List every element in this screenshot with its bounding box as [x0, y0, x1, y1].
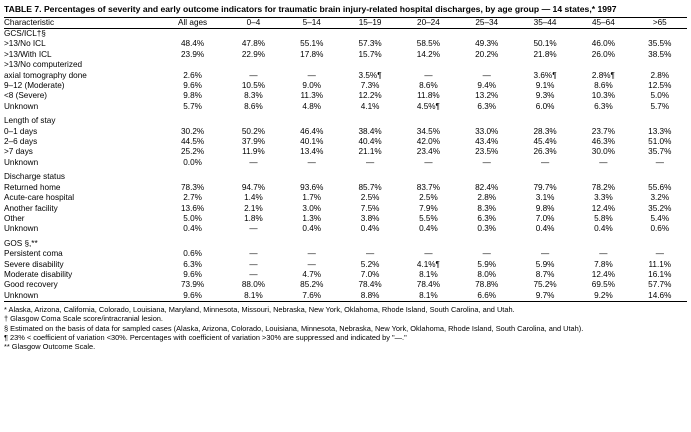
cell-value: 50.2%: [241, 126, 266, 136]
cell-value: 55.1%: [300, 39, 324, 49]
row-label: axial tomography done: [4, 70, 87, 80]
cell-value: 14.2%: [416, 49, 441, 59]
cell-value: 4.5%¶: [416, 101, 440, 111]
cell-value: 30.2%: [180, 126, 205, 136]
cell-value: 26.3%: [533, 147, 557, 157]
cell-value: 3.1%: [535, 193, 555, 203]
cell-value: [283, 60, 341, 70]
row-label: Persistent coma: [4, 249, 63, 259]
cell-value: 5.4%: [650, 213, 670, 223]
table-header-row: [4, 17, 687, 28]
cell-value: —: [249, 70, 258, 80]
cell-value: [516, 172, 574, 182]
row-label: Good recovery: [4, 280, 58, 290]
table-group-row: [4, 116, 687, 126]
row-label: Moderate disability: [4, 269, 73, 279]
cell-value: 5.9%: [477, 259, 497, 269]
cell-value: 6.6%: [458, 291, 516, 302]
cell-value: 9.0%: [302, 81, 322, 91]
cell-value: [224, 239, 282, 249]
cell-value: [224, 60, 282, 70]
cell-value: 9.3%: [535, 91, 555, 101]
cell-value: [341, 239, 399, 249]
cell-value: 13.3%: [648, 126, 672, 136]
cell-value: —: [424, 157, 433, 167]
cell-value: [633, 29, 687, 40]
cell-value: 5.7%: [183, 101, 202, 111]
cell-value: [516, 116, 574, 126]
cell-value: 2.1%: [244, 203, 263, 213]
cell-value: [224, 29, 282, 40]
cell-value: 2.8%: [477, 193, 497, 203]
cell-value: 4.7%: [302, 269, 322, 279]
table-row: [4, 81, 687, 91]
table-row: [4, 204, 687, 214]
cell-value: 11.9%: [242, 147, 265, 157]
cell-value: 8.3%: [477, 203, 497, 213]
cell-value: [341, 172, 399, 182]
cell-value: 0.6%: [183, 249, 202, 259]
cell-value: 7.8%: [594, 259, 613, 269]
cell-value: 8.6%: [594, 81, 613, 91]
cell-value: 78.2%: [591, 182, 615, 192]
cell-value: [341, 29, 399, 40]
row-label: Unknown: [4, 224, 39, 234]
cell-value: 75.2%: [533, 280, 557, 290]
table-row: [4, 91, 687, 101]
table-row: [4, 214, 687, 224]
row-label: Another facility: [4, 203, 58, 213]
cell-value: 22.9%: [241, 49, 266, 59]
row-label: GCS/ICL†§: [4, 29, 46, 38]
cell-value: 2.8%: [650, 70, 670, 80]
column-header-5-14: 5–14: [283, 17, 341, 28]
cell-value: [399, 60, 457, 70]
cell-value: 11.1%: [648, 259, 672, 269]
cell-value: 12.2%: [358, 91, 382, 101]
cell-value: 37.9%: [241, 137, 266, 147]
cell-value: 8.0%: [477, 269, 497, 279]
cell-value: [399, 172, 457, 182]
row-label: >7 days: [4, 147, 33, 157]
cell-value: —: [307, 259, 316, 269]
footnote-states: * Alaska, Arizona, California, Colorado, Louisiana, Maryland, Minnesota, Missouri, Nebraska, New York, Oklahoma, Rhode Island, South Carolina, and Utah.: [4, 305, 515, 315]
cell-value: [341, 116, 399, 126]
column-header-all-ages: All ages: [161, 17, 224, 28]
cell-value: [458, 239, 516, 249]
cell-value: [399, 239, 457, 249]
cell-value: [341, 60, 399, 70]
cell-value: —: [249, 249, 258, 259]
cell-value: 12.4%: [591, 203, 615, 213]
cell-value: —: [365, 157, 375, 167]
cell-value: 4.1%¶: [416, 259, 440, 269]
cell-value: [399, 29, 457, 40]
cell-value: —: [482, 157, 491, 167]
cell-value: 7.0%: [360, 269, 380, 279]
cell-value: 0.4%: [594, 224, 613, 234]
cell-value: 7.3%: [360, 81, 380, 91]
table-row: [4, 102, 687, 112]
cell-value: 82.4%: [475, 182, 499, 192]
cell-value: 78.8%: [475, 280, 499, 290]
cell-value: 28.3%: [533, 126, 557, 136]
cell-value: 7.0%: [535, 213, 555, 223]
table-row: [4, 39, 687, 49]
cell-value: 3.8%: [360, 213, 380, 223]
table-row: [4, 193, 687, 203]
cell-value: 1.3%: [302, 213, 322, 223]
row-label: Acute-care hospital: [4, 193, 75, 203]
cell-value: 40.1%: [300, 137, 324, 147]
cell-value: —: [307, 70, 316, 80]
table-body: [4, 29, 687, 302]
cell-value: [283, 239, 341, 249]
cell-value: 69.5%: [591, 280, 615, 290]
cell-value: 83.7%: [416, 182, 441, 192]
table-group-row: [4, 29, 687, 40]
cell-value: 2.7%: [183, 193, 202, 203]
row-label: >13/With ICL: [4, 49, 52, 59]
cell-value: 15.7%: [358, 49, 382, 59]
table-row: [4, 158, 687, 168]
cell-value: 78.4%: [416, 280, 441, 290]
table-row: [4, 224, 687, 234]
cell-value: 0.4%: [183, 224, 202, 234]
cell-value: 9.6%: [161, 291, 224, 302]
table-row: [4, 260, 687, 270]
cell-value: 7.9%: [419, 203, 438, 213]
cell-value: [574, 60, 632, 70]
data-table: [4, 17, 687, 303]
cell-value: 6.3%: [183, 259, 202, 269]
cell-value: 6.3%: [477, 101, 497, 111]
cell-value: 13.4%: [300, 147, 324, 157]
cell-value: 5.0%: [183, 213, 202, 223]
cell-value: [161, 239, 224, 249]
cell-value: 25.2%: [180, 147, 205, 157]
table-row: [4, 280, 687, 290]
cell-value: —: [540, 157, 550, 167]
cell-value: —: [599, 249, 608, 259]
page-title: TABLE 7. Percentages of severity and early outcome indicators for traumatic brain injury-related hospital discharges, by age group — 14 states,* 1997: [4, 4, 617, 14]
cell-value: 35.2%: [648, 203, 672, 213]
cell-value: 40.4%: [358, 137, 382, 147]
cell-value: 2.6%: [183, 70, 202, 80]
cell-value: 8.7%: [535, 269, 555, 279]
table-row: [4, 60, 687, 70]
cell-value: 3.6%¶: [533, 70, 557, 80]
row-label: <8 (Severe): [4, 91, 48, 101]
cell-value: 9.8%: [183, 91, 202, 101]
cell-value: [458, 60, 516, 70]
cell-value: 9.8%: [535, 203, 555, 213]
table-row: [4, 270, 687, 280]
cell-value: —: [307, 249, 316, 259]
table-row: [4, 291, 687, 302]
cell-value: —: [655, 249, 664, 259]
cell-value: 57.3%: [358, 39, 382, 49]
table-row: [4, 183, 687, 193]
cell-value: 5.2%: [360, 259, 380, 269]
cell-value: 46.4%: [300, 126, 324, 136]
cell-value: 0.6%: [650, 224, 670, 234]
cell-value: 9.6%: [183, 269, 202, 279]
cell-value: —: [307, 157, 316, 167]
cell-value: 93.6%: [300, 182, 324, 192]
cell-value: 46.3%: [591, 137, 615, 147]
cell-value: [161, 116, 224, 126]
cell-value: 12.5%: [648, 81, 672, 91]
cell-value: 13.2%: [475, 91, 499, 101]
cell-value: 11.8%: [417, 91, 440, 101]
cell-value: 33.0%: [475, 126, 499, 136]
cell-value: [574, 239, 632, 249]
column-header-35-44: 35–44: [516, 17, 574, 28]
cell-value: [574, 29, 632, 40]
row-label: Returned home: [4, 182, 61, 192]
cell-value: 21.1%: [358, 147, 382, 157]
cell-value: 85.2%: [300, 280, 324, 290]
cell-value: 35.7%: [648, 147, 672, 157]
cell-value: 1.4%: [244, 193, 263, 203]
cell-value: 55.6%: [648, 182, 672, 192]
cell-value: 57.7%: [648, 280, 672, 290]
cell-value: 23.4%: [416, 147, 441, 157]
cell-value: 11.3%: [300, 91, 324, 101]
cell-value: —: [365, 249, 375, 259]
cell-value: [516, 239, 574, 249]
table-head: [4, 17, 687, 28]
cell-value: —: [249, 259, 258, 269]
cell-value: [458, 116, 516, 126]
cell-value: —: [249, 157, 258, 167]
cell-value: 9.7%: [516, 291, 574, 302]
cell-value: 34.5%: [416, 126, 441, 136]
cell-value: 3.2%: [650, 193, 670, 203]
cell-value: 51.0%: [648, 137, 672, 147]
cell-value: —: [249, 224, 258, 234]
cell-value: 73.9%: [180, 280, 205, 290]
cell-value: 17.8%: [300, 49, 324, 59]
cell-value: 14.6%: [633, 291, 687, 302]
cell-value: —: [482, 70, 491, 80]
row-label: 2–6 days: [4, 137, 38, 147]
cell-value: —: [655, 157, 664, 167]
footnote-glasgow-outcome: ** Glasgow Outcome Scale.: [4, 341, 96, 351]
cell-value: 10.5%: [241, 81, 266, 91]
cell-value: 48.4%: [180, 39, 205, 49]
footnote-sampled-cases: § Estimated on the basis of data for sampled cases (Alaska, Arizona, Colorado, Louisiana, Minnesota, Nebraska, New York, Oklahoma, Rhode Island, South Carolina, and Utah).: [4, 323, 584, 333]
cell-value: [161, 172, 224, 182]
cell-value: —: [424, 249, 433, 259]
footnote-coefficient-variation: ¶ 23% < coefficient of variation <30%. Percentages with coefficient of variation >30% are suppressed and indicated by "—.": [4, 332, 407, 342]
cell-value: 44.5%: [180, 137, 205, 147]
row-label: Discharge status: [4, 172, 65, 182]
cell-value: 79.7%: [533, 182, 557, 192]
cell-value: 46.0%: [591, 39, 615, 49]
cell-value: [283, 172, 341, 182]
cell-value: 21.8%: [533, 49, 557, 59]
row-label: 0–1 days: [4, 126, 38, 136]
footnotes: [4, 305, 687, 351]
cell-value: 2.5%: [360, 193, 380, 203]
cell-value: [161, 60, 224, 70]
row-label: >13/No ICL: [4, 39, 46, 49]
cell-value: [633, 239, 687, 249]
row-label: Severe disability: [4, 259, 64, 269]
cell-value: 0.4%: [360, 224, 380, 234]
cell-value: 50.1%: [533, 39, 557, 49]
cell-value: [224, 172, 282, 182]
cell-value: 38.4%: [358, 126, 382, 136]
cell-value: 30.0%: [591, 147, 615, 157]
cell-value: 3.0%: [302, 203, 322, 213]
cell-value: 0.4%: [302, 224, 322, 234]
cell-value: 5.0%: [650, 91, 670, 101]
cell-value: 8.6%: [419, 81, 438, 91]
cell-value: 1.8%: [244, 213, 263, 223]
cell-value: 5.8%: [594, 213, 613, 223]
column-header-0-4: 0–4: [224, 17, 282, 28]
column-header-65plus: >65: [633, 17, 687, 28]
cell-value: [399, 116, 457, 126]
row-label: Other: [4, 213, 25, 223]
cell-value: 7.6%: [283, 291, 341, 302]
cell-value: 2.8%¶: [591, 70, 615, 80]
cell-value: 0.4%: [419, 224, 438, 234]
cell-value: —: [424, 70, 433, 80]
cell-value: 85.7%: [358, 182, 382, 192]
cell-value: 45.4%: [533, 137, 557, 147]
cell-value: [633, 172, 687, 182]
cell-value: 9.2%: [574, 291, 632, 302]
column-header-25-34: 25–34: [458, 17, 516, 28]
cell-value: [224, 116, 282, 126]
cell-value: 4.8%: [302, 101, 322, 111]
cell-value: 9.4%: [477, 81, 497, 91]
cell-value: 0.4%: [535, 224, 555, 234]
cell-value: 20.2%: [475, 49, 499, 59]
cell-value: 26.0%: [591, 49, 615, 59]
cell-value: [633, 60, 687, 70]
table-row: [4, 249, 687, 259]
cell-value: 8.3%: [244, 91, 263, 101]
cell-value: 23.7%: [591, 126, 615, 136]
column-header-45-64: 45–64: [574, 17, 632, 28]
cell-value: 1.7%: [302, 193, 322, 203]
row-label: Unknown: [4, 101, 39, 111]
row-label: >13/No computerized: [4, 60, 83, 70]
cell-value: 3.5%¶: [358, 70, 382, 80]
cell-value: 7.5%: [360, 203, 380, 213]
cell-value: [458, 29, 516, 40]
column-header-20-24: 20–24: [399, 17, 457, 28]
cell-value: [516, 29, 574, 40]
cell-value: 10.3%: [591, 91, 615, 101]
cell-value: 8.1%: [224, 291, 282, 302]
cell-value: [516, 60, 574, 70]
cell-value: 78.4%: [358, 280, 382, 290]
row-label: Length of stay: [4, 116, 56, 126]
cell-value: 2.5%: [419, 193, 438, 203]
cell-value: 6.3%: [594, 101, 613, 111]
table-row: [4, 137, 687, 147]
cell-value: [458, 172, 516, 182]
cell-value: 9.6%: [183, 81, 202, 91]
cell-value: 6.3%: [477, 213, 497, 223]
cell-value: 5.9%: [535, 259, 555, 269]
cell-value: 8.1%: [419, 269, 438, 279]
cell-value: 23.9%: [180, 49, 205, 59]
cell-value: —: [482, 249, 491, 259]
cell-value: [161, 29, 224, 40]
table-group-row: [4, 239, 687, 249]
row-label: GOS §,**: [4, 238, 38, 248]
cell-value: —: [540, 249, 550, 259]
cell-value: 23.5%: [475, 147, 499, 157]
cell-value: 0.3%: [477, 224, 497, 234]
row-label: Unknown: [4, 157, 39, 167]
table-row: [4, 50, 687, 60]
cell-value: 49.3%: [475, 39, 499, 49]
table-row: [4, 127, 687, 137]
cell-value: 38.5%: [648, 49, 672, 59]
row-label: Unknown: [4, 291, 161, 302]
cell-value: 12.4%: [591, 269, 615, 279]
row-label: 9–12 (Moderate): [4, 81, 65, 91]
cell-value: 13.6%: [180, 203, 205, 213]
cell-value: 6.0%: [535, 101, 555, 111]
cell-value: 8.8%: [341, 291, 399, 302]
cell-value: 4.1%: [360, 101, 380, 111]
cell-value: [574, 172, 632, 182]
cell-value: 9.1%: [535, 81, 555, 91]
table-row: [4, 147, 687, 157]
column-header-characteristic: Characteristic: [4, 17, 161, 28]
cell-value: 94.7%: [241, 182, 266, 192]
cell-value: 47.8%: [241, 39, 266, 49]
cell-value: 35.5%: [648, 39, 672, 49]
cell-value: 16.1%: [648, 269, 672, 279]
cell-value: 78.3%: [180, 182, 205, 192]
cell-value: —: [599, 157, 608, 167]
cell-value: 8.1%: [399, 291, 457, 302]
footnote-gcs-icl: † Glasgow Coma Scale score/intracranial lesion.: [4, 314, 163, 324]
cell-value: 88.0%: [241, 280, 266, 290]
cell-value: 5.7%: [650, 101, 670, 111]
cell-value: —: [249, 269, 258, 279]
cell-value: 43.4%: [475, 137, 499, 147]
column-header-15-19: 15–19: [341, 17, 399, 28]
cell-value: 42.0%: [416, 137, 441, 147]
cell-value: 3.3%: [594, 193, 613, 203]
cell-value: [283, 116, 341, 126]
table-group-row: [4, 172, 687, 182]
cell-value: 5.5%: [419, 213, 438, 223]
cell-value: [633, 116, 687, 126]
cell-value: 8.6%: [244, 101, 263, 111]
table-row: [4, 71, 687, 81]
cell-value: 0.0%: [183, 157, 202, 167]
cell-value: [574, 116, 632, 126]
cell-value: [283, 29, 341, 40]
cell-value: 58.5%: [416, 39, 441, 49]
